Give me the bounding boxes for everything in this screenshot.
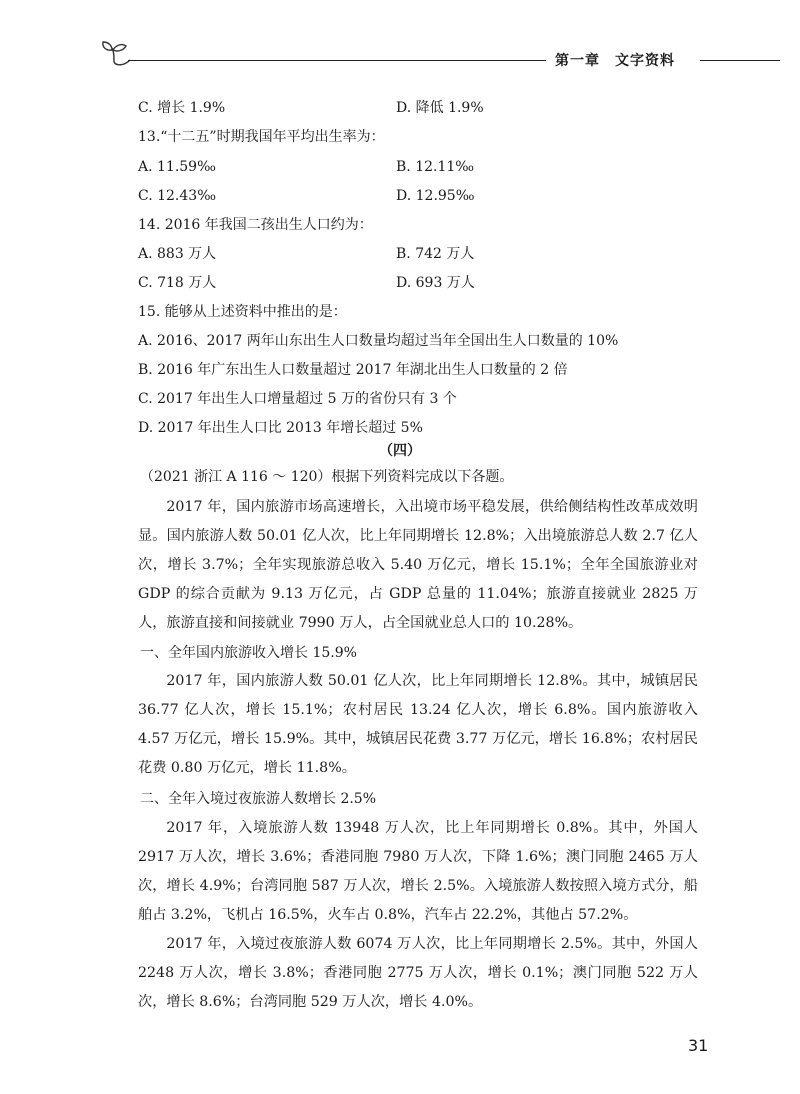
q15-option-c: C. 2017 年出生人口增量超过 5 万的省份只有 3 个: [138, 391, 457, 407]
q15-stem: 15. 能够从上述资料中推出的是：: [138, 304, 347, 320]
q14-option-a: A. 883 万人: [138, 246, 217, 262]
subheading-domestic: 一、全年国内旅游收入增长 15.9%: [140, 645, 357, 661]
q13-option-c: C. 12.43‰: [138, 188, 216, 204]
page-number: 31: [688, 1036, 709, 1055]
q14-option-b: B. 742 万人: [396, 246, 475, 262]
chapter-title: 第一章 文字资料: [555, 53, 675, 69]
paragraph-domestic: 2017 年，国内旅游人数 50.01 亿人次，比上年同期增长 12.8%。其中，城镇居民 36.77 亿人次，增长 15.1%；农村居民 13.24 亿人次，增长 6.8%。国内旅游收入 4.57 万亿元，增长 15.9%。其中，城镇居民花费 3.77 万亿元，增长 16.8%；农村居民花费 0.80 万亿元，增长 11.8%。: [138, 673, 698, 776]
q14-option-d: D. 693 万人: [396, 275, 475, 291]
q15-option-a: A. 2016、2017 两年山东出生人口数量均超过当年全国出生人口数量的 10%: [138, 333, 619, 349]
q13-option-b: B. 12.11‰: [396, 159, 475, 175]
paragraph-inbound: 2017 年，入境旅游人数 13948 万人次，比上年同期增长 0.8%。其中，外国人 2917 万人次，增长 3.6%；香港同胞 7980 万人次，下降 1.6%；澳门同胞 2465 万人次，增长 4.9%；台湾同胞 587 万人次，增长 2.5%。入境旅游人数按照入境方式分，船舶占 3.2%，飞机占 16.5%，火车占 0.8%，汽车占 22.2%，其他占 57.2%。: [138, 820, 698, 923]
paragraph-overnight: 2017 年，入境过夜旅游人数 6074 万人次，比上年同期增长 2.5%。其中，外国人 2248 万人次，增长 3.8%；香港同胞 2775 万人次，增长 0.1%；澳门同胞 522 万人次，增长 8.6%；台湾同胞 529 万人次，增长 4.0%。: [138, 936, 698, 1010]
q15-option-d: D. 2017 年出生人口比 2013 年增长超过 5%: [138, 420, 423, 436]
section-intro: （2021 浙江 A 116 ～ 120）根据下列资料完成以下各题。: [140, 469, 514, 485]
q12-option-d: D. 降低 1.9%: [396, 100, 484, 116]
running-header: [100, 38, 780, 78]
q14-stem: 14. 2016 年我国二孩出生人口约为：: [138, 217, 373, 233]
q13-option-d: D. 12.95‰: [396, 188, 475, 204]
header-rule-right: [700, 60, 780, 61]
q14-option-c: C. 718 万人: [138, 275, 217, 291]
section-title: （四）: [379, 443, 421, 459]
q13-option-a: A. 11.59‰: [138, 159, 216, 175]
subheading-inbound: 二、全年入境过夜旅游人数增长 2.5%: [140, 791, 377, 807]
sprout-icon: [100, 38, 132, 68]
q12-option-c: C. 增长 1.9%: [138, 100, 226, 116]
q15-option-b: B. 2016 年广东出生人口数量超过 2017 年湖北出生人口数量的 2 倍: [138, 362, 568, 378]
q13-stem: 13.“十二五”时期我国年平均出生率为：: [138, 129, 385, 145]
paragraph-overview: 2017 年，国内旅游市场高速增长，入出境市场平稳发展，供给侧结构性改革成效明显。国内旅游人数 50.01 亿人次，比上年同期增长 12.8%；入出境旅游总人数 2.7 亿人次，增长 3.7%；全年实现旅游总收入 5.40 万亿元，增长 15.1%；全年全国旅游业对 GDP 的综合贡献为 9.13 万亿元，占 GDP 总量的 11.04%；旅游直接就业 2825 万人，旅游直接和间接就业 7990 万人，占全国就业总人口的 10.28%。: [138, 499, 698, 631]
header-rule-left: [128, 60, 546, 61]
